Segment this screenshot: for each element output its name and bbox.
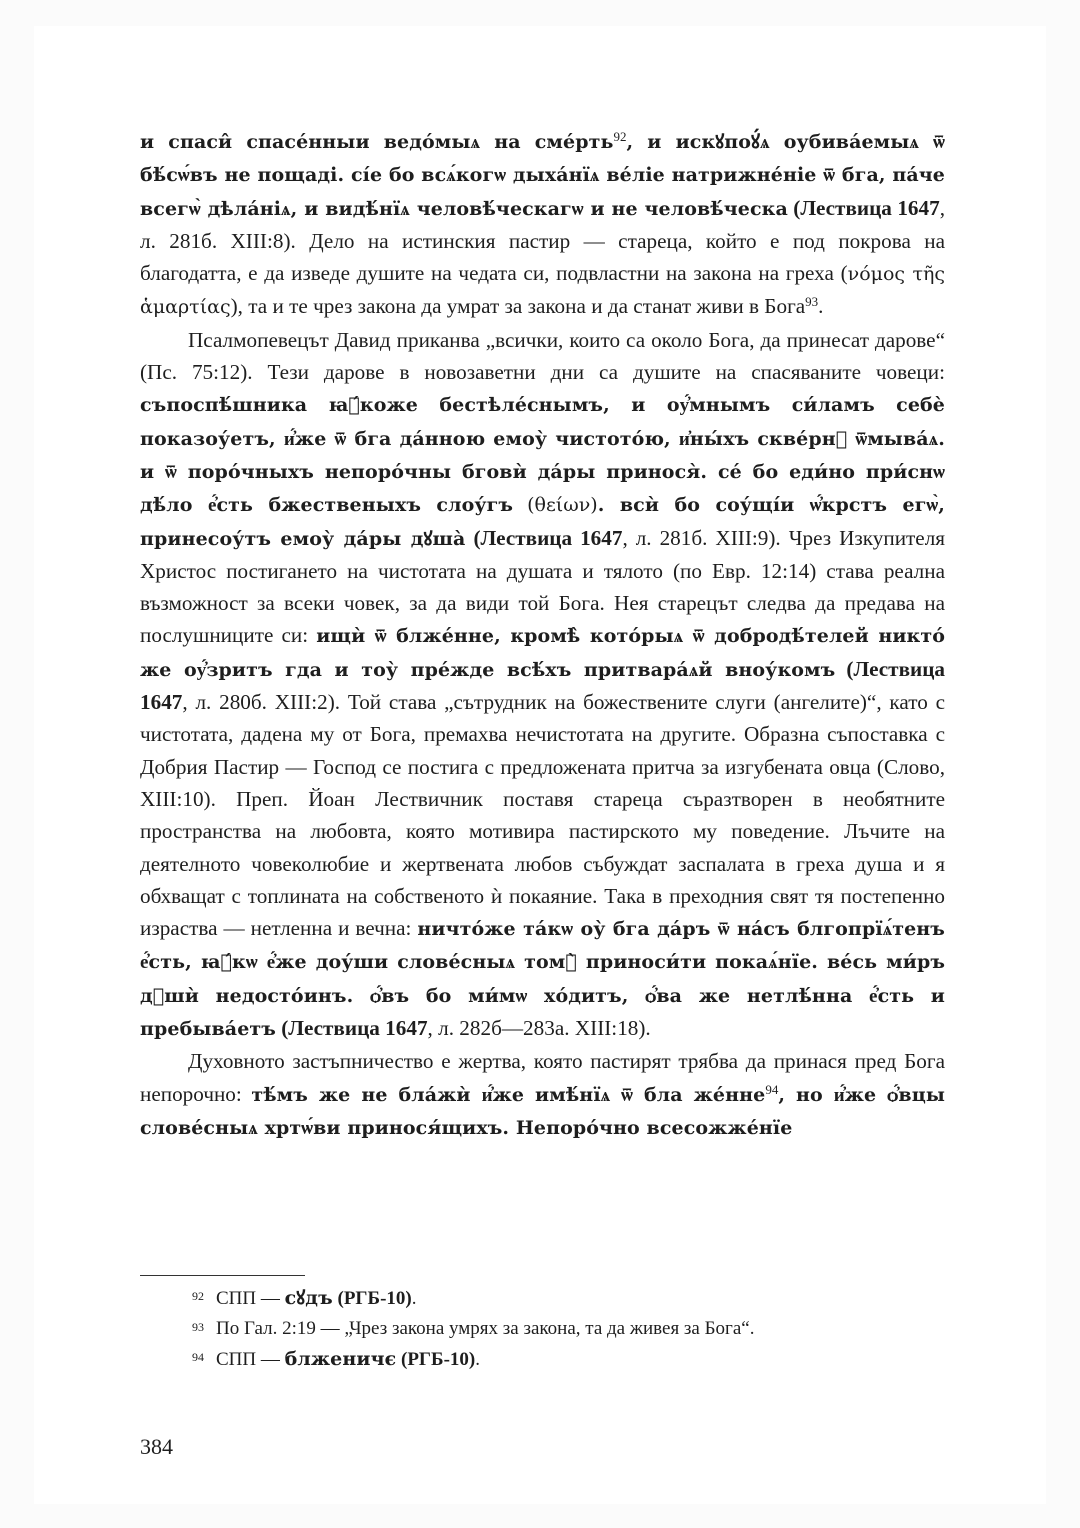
footnote-separator [140,1275,305,1276]
page-number: 384 [140,1434,173,1459]
church-slavonic-word: сꙋдъ [284,1287,333,1309]
source-citation: (Лествица 1647 [281,1016,428,1041]
citation-reference: , л. 282б—283а. XIII:18). [427,1016,651,1041]
footnote-body: СПП — [216,1349,285,1370]
church-slavonic-quote: , но и҆́же ѻ҆́вцы слове́сныѧ хртѡ́ви принося́щихъ. Непоро́чно всесожже́нїе [140,1083,945,1139]
paragraph-1 [140,125,945,324]
church-slavonic-quote: . всѝ бо соу́щі́и ѡ҆́крстъ егѡ̀, принесоу́тъ емоу̀ да́ры дꙋша̀ [140,494,946,550]
citation-reference: , л. 281б. XIII:8). [140,195,945,253]
footnotes [140,1283,945,1375]
citation-reference: , л. 280б. XIII:2). [182,690,341,715]
body-text: Той става „сътрудник на божествените слуги (ангелите)“, като с чистотата, дадена му от Бога, премахва нечистотата на другите. Образна съпоставка с Добрия Пастир — Господ се постига с предложената притча за изгубената овца (Слово, XIII:10). Преп. Йоан Лествичник поставя стареца съразтворен в необятните пространства на любовта, която мотивира пастирското му поведение. Лъчите на деятелното човеколюбие и жертвената любов събуждат заспалата в греха душа и я обхващат с топлината на собственото ѝ покаяние. Така в преходния свят тя постепенно израства — нетленна и вечна: [140,690,945,941]
source-citation: (Лествица 1647 [473,525,623,550]
footnote-ref-93[interactable]: 93 [805,294,819,310]
church-slavonic-word: блженичє [284,1348,397,1370]
body-text: Чрез Изкупителя Христос постигането на чистотата на душата и тялото (по Евр. 12:14) става реална възможност за всеки човек, за да види той Бога. Нея старецът следва да предава на послушниците си: [140,525,946,648]
church-slavonic-quote: ничто́же та́кѡ оу̀ бга да́ръ ѿ на́съ блгопрїѧ́тенъ е҆́сть, ꙗ҆́кѡ е҆́же доу́ши слове́сныѧ томꙋ̀ приноси́ти покаѧ́нїе. ве́сь ми́ръ дꙋшѝ недосто́инъ. ѻ҆́въ бо ми́мѡ хо́дитъ, ѻ҆́ва же нетлѣ́нна е҆́сть и пребыва́етъ [140,918,945,1041]
footnote-number: 93 [192,1320,204,1334]
footnote-text [192,1288,417,1309]
greek-term: νόμος τῆς ἁμαρτίας [140,263,946,319]
footnote-text [192,1318,754,1339]
source-citation: (Лествица 1647 [793,195,940,220]
church-slavonic-quote: и спаси̂ спасе́нныи ведо́мыѧ на сме́рть [140,131,614,153]
footnote-end: . [475,1349,480,1370]
footnote-source: (РГБ-10) [396,1349,476,1370]
footnote-ref-92[interactable]: 92 [613,129,627,144]
footnote-body: СПП — [216,1288,285,1309]
main-text [140,125,945,1144]
body-text: Духовното застъпничество е жертва, която пастирят трябва да принася пред Бога непорочно: [140,1049,945,1106]
footnote-92 [140,1283,945,1314]
footnote-number: 94 [192,1350,204,1364]
footnote-body: По Гал. 2:19 — „Чрез закона умрях за закона, та да живея за Бога“. [216,1318,755,1339]
body-text: Псалмопевецът Давид приканва „всички, които са около Бога, да принесат дарове“ (Пс. 75:12). Тези дарове в новозаветни дни са душите на спасяваните човеци: [140,327,945,385]
paragraph-3 [140,1045,945,1144]
greek-term: (θείων) [527,494,598,517]
body-text: Дело на истинския пастир — стареца, който е под покрова на благодатта, е да изведе душите на чедата си, подвластни на закона на греха ( [140,228,945,286]
footnote-93 [140,1314,945,1344]
footnote-source: (РГБ-10) [332,1288,412,1309]
body-text: . [818,294,824,319]
church-slavonic-quote: ищѝ ѿ блже́нне, кромѣ̀ кото́рыѧ ѿ добродѣ́телей никто́ же оу҆́зритъ гда и тоу̀ пре́жде всѣ́хъ притвара́ѧй вноу́комъ [140,625,946,681]
footnote-94 [140,1344,945,1375]
citation-reference: , л. 281б. XIII:9). [622,525,781,550]
footnote-number: 92 [192,1289,204,1303]
source-citation: (Лествица 1647 [140,656,946,715]
footnote-text [192,1349,480,1370]
footnote-end: . [411,1288,417,1309]
church-slavonic-quote: тѣ́мъ же не бла́жѝ и҆́же имѣ́нїѧ ѿ бла же́нне [251,1083,766,1106]
footnote-ref-94[interactable]: 94 [765,1081,779,1097]
church-slavonic-quote: , и искꙋпоꙋ́ѧ оубива́емыѧ ѿ бѣ́сѡ́въ не пощаді. сі́е бо всѧ́когѡ дыха́нїѧ ве́ліе натрижне́ніе ѿ бга, па́че всегѡ̀ дѣла́ніѧ, и видѣ́нїѧ человѣ́ческагѡ и не человѣ́ческа [140,131,945,220]
body-text: ), та и те чрез закона да умрат за закона и да станат живи в Бога [230,294,806,319]
paragraph-2 [140,324,945,1046]
church-slavonic-quote: съпоспѣ́шника ꙗ҆́коже бестѣле́снымъ, и оу҆́мнымъ си́ламъ себѐ показоу́етъ, и҆́же ѿ бга да́нною емоу̀ чистото́ю, и҆ны́хъ скве́рнꙋ ѿмыва́ѧ. и ѿ поро́чныхъ непоро́чны бговѝ да́ры принося̀. се́ бо еди́но при́снѡ дѣ́ло е҆́сть бжественыхъ слоу́гъ [140,394,945,517]
